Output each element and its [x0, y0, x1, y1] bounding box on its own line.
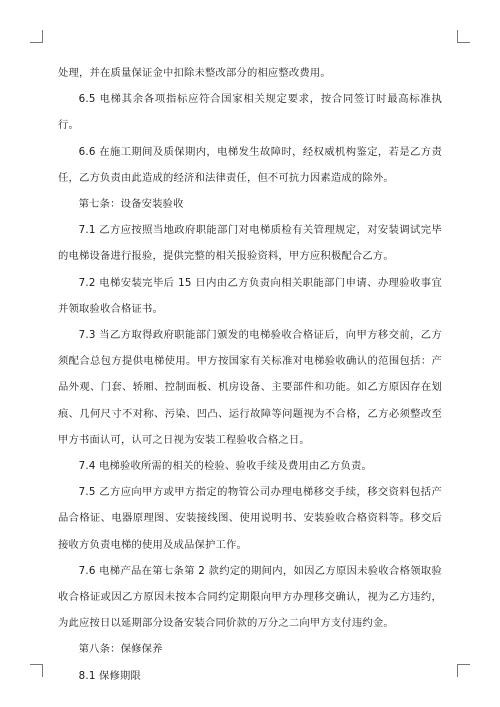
paragraph: 7.5 乙方应向甲方或甲方指定的物管公司办理电梯移交手续，移交资料包括产品合格证、电器原理图、安装接线图、使用说明书、安装验收合格资料等。移交后接收方负责电梯的使用及成品保护工作。 — [58, 486, 442, 551]
paragraph: 7.3 当乙方取得政府职能部门颁发的电梯验收合格证后，向甲方移交前，乙方须配合总包方提供电梯使用。甲方按国家有关标准对电梯验收确认的范围包括：产品外观、门套、轿厢、控制面板、机房设备、主要部件和功能。如乙方原因存在划痕、几何尺寸不对称、污染、凹凸、运行故障等问题视为不合格，乙方必须整改至甲方书面认可，认可之日视为安装工程验收合格之日。 — [58, 329, 442, 446]
paragraph: 8.1 保修期限 — [78, 669, 142, 682]
section-heading: 第八条：保修保养 — [78, 643, 163, 656]
paragraph: 6.6 在施工期间及质保期内，电梯发生故障时，经权威机构鉴定，若是乙方责任，乙方负责由此造成的经济和法律责任，但不可抗力因素造成的除外。 — [58, 145, 442, 184]
paragraph: 处理，并在质量保证金中扣除未整改部分的相应整改费用。 — [58, 67, 331, 79]
paragraph: 7.4 电梯验收所需的相关的检验、验收手续及费用由乙方负责。 — [78, 460, 372, 473]
paragraph: 7.1 乙方应按照当地政府职能部门对电梯质检有关管理规定，对安装调试完毕的电梯设备进行报验，提供完整的相关报验资料，甲方应积极配合乙方。 — [58, 224, 442, 263]
crop-mark-top-left — [30, 30, 43, 43]
paragraph: 7.6 电梯产品在第七条第 2 款约定的期间内，如因乙方原因未验收合格领取验收合格证或因乙方原因未按本合同约定期限向甲方办理移交确认，视为乙方违约，为此应按日以延期部分设备安装合同价款的万分之二向甲方支付违约金。 — [58, 564, 442, 630]
section-heading: 第七条：设备安装验收 — [78, 198, 184, 211]
paragraph: 6.5 电梯其余各项指标应符合国家相关规定要求，按合同签订时最高标准执行。 — [58, 93, 442, 132]
crop-mark-top-right — [457, 30, 470, 43]
document-page — [58, 60, 442, 689]
crop-mark-bottom-left — [30, 664, 43, 677]
crop-mark-bottom-right — [457, 664, 470, 677]
paragraph: 7.2 电梯安装完毕后 15 日内由乙方负责向相关职能部门申请、办理验收事宜并领取验收合格证书。 — [58, 276, 442, 315]
